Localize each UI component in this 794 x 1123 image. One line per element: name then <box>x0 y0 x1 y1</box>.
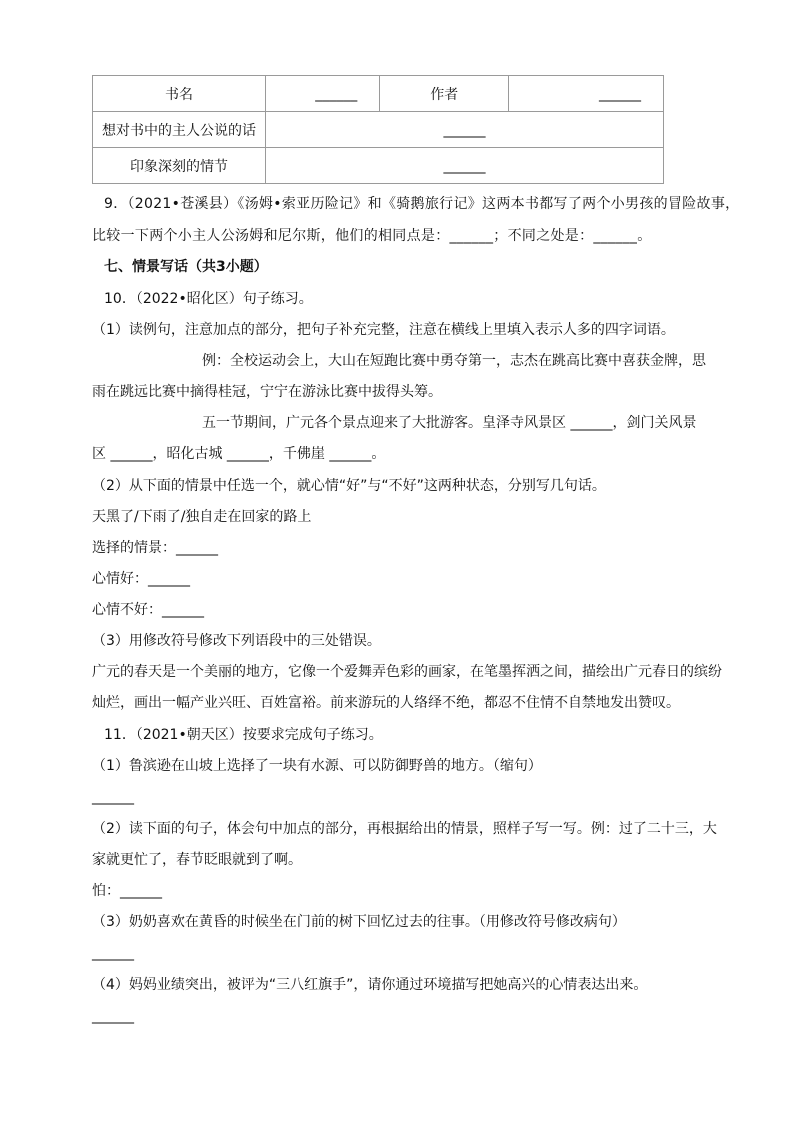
memorable-plot-blank[interactable]: ______ <box>265 148 663 184</box>
table-row <box>93 112 664 148</box>
q10-example-line2: 雨在跳远比赛中摘得桂冠，宁宁在游泳比赛中拔得头筹。 <box>92 384 442 400</box>
memorable-plot-label: 印象深刻的情节 <box>93 148 266 184</box>
q9-line2: 比较一下两个小主人公汤姆和尼尔斯，他们的相同点是：______；不同之处是：______。 <box>92 228 652 244</box>
q11-part4: （4）妈妈业绩突出，被评为“三八红旗手”，请你通过环境描写把她高兴的心情表达出来。 <box>92 977 648 993</box>
q11-answer4: ______ <box>92 1008 134 1024</box>
q11-fear: 怕：______ <box>92 883 162 899</box>
q10-scenes: 天黑了/下雨了/独自走在回家的路上 <box>92 509 312 525</box>
words-to-hero-label: 想对书中的主人公说的话 <box>93 112 266 148</box>
q11-answer3: ______ <box>92 945 134 961</box>
q11-part2-line1: （2）读下面的句子，体会句中加点的部分，再根据给出的情景，照样子写一写。例：过了二十三，大 <box>92 821 717 837</box>
q10-paragraph-line1: 广元的春天是一个美丽的地方，它像一个爱舞弄色彩的画家，在笔墨挥洒之间，描绘出广元春日的缤纷 <box>92 664 722 680</box>
q10-mood-good: 心情好：______ <box>92 571 190 587</box>
author-blank[interactable]: ______ <box>509 76 664 112</box>
q10-part2: （2）从下面的情景中任选一个，就心情“好”与“不好”这两种状态，分别写几句话。 <box>92 478 606 494</box>
book-name-label: 书名 <box>93 76 266 112</box>
book-name-blank[interactable]: ______ <box>265 76 379 112</box>
table-row <box>93 76 664 112</box>
author-label: 作者 <box>380 76 509 112</box>
q10-fill-line1: 五一节期间，广元各个景点迎来了大批游客。皇泽寺风景区 ______，剑门关风景 <box>202 415 697 431</box>
q10-example-line1: 例：全校运动会上，大山在短跑比赛中勇夺第一，志杰在跳高比赛中喜获金牌，思 <box>202 353 706 369</box>
q10-choose-scene: 选择的情景：______ <box>92 540 218 556</box>
q11-part2-line2: 家就更忙了，春节眨眼就到了啊。 <box>92 852 302 868</box>
q10-part3: （3）用修改符号修改下列语段中的三处错误。 <box>92 633 381 649</box>
q10-paragraph-line2: 灿烂，画出一幅产业兴旺、百姓富裕。前来游玩的人络绎不绝，都忍不住情不自禁地发出赞叹。 <box>92 695 680 711</box>
q10-mood-bad: 心情不好：______ <box>92 602 204 618</box>
words-to-hero-blank[interactable]: ______ <box>265 112 663 148</box>
section-heading: 七、情景写话（共3小题） <box>104 259 268 275</box>
table-row <box>93 148 664 184</box>
book-info-table <box>92 75 664 184</box>
q11-part3: （3）奶奶喜欢在黄昏的时候坐在门前的树下回忆过去的往事。（用修改符号修改病句） <box>92 914 626 930</box>
q11-title: 11．（2021•朝天区）按要求完成句子练习。 <box>104 727 383 743</box>
q11-part1: （1）鲁滨逊在山坡上选择了一块有水源、可以防御野兽的地方。（缩句） <box>92 758 542 774</box>
q11-answer1: ______ <box>92 789 134 805</box>
q10-part1: （1）读例句，注意加点的部分，把句子补充完整，注意在横线上里填入表示人多的四字词语。 <box>92 322 675 338</box>
q10-fill-line2: 区 ______，昭化古城 ______，千佛崖 ______。 <box>92 446 386 462</box>
q10-title: 10．（2022•昭化区）句子练习。 <box>104 291 313 307</box>
q9-line1: 9．（2021•苍溪县）《汤姆•索亚历险记》和《骑鹅旅行记》这两本书都写了两个小男孩的冒险故事， <box>104 196 740 212</box>
